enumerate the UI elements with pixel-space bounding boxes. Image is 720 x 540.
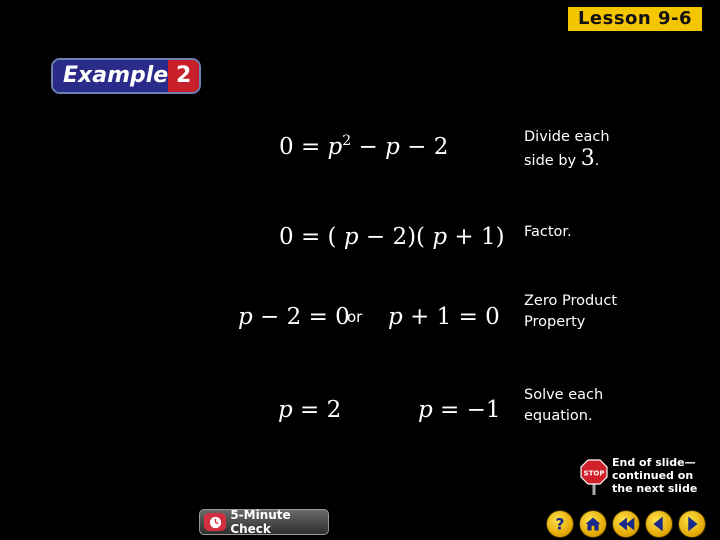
- five-minute-check-button[interactable]: [199, 509, 329, 535]
- equation-step-1: $0 = p^2 - p - 2$: [279, 133, 449, 160]
- clock-icon: [204, 513, 226, 531]
- svg-text:?: ?: [555, 514, 565, 534]
- stop-sign-icon: [580, 459, 608, 495]
- equation-step-3-right: p + 1 = 0: [388, 304, 500, 330]
- step-4-note: Solve each equation.: [524, 387, 604, 424]
- step-1-note: Divide each side by 3.: [524, 129, 610, 171]
- example-number: 2: [168, 60, 199, 92]
- previous-slide-icon: [646, 511, 672, 537]
- example-word: Example: [53, 60, 168, 92]
- main-menu-button[interactable]: [579, 510, 607, 538]
- first-slide-button[interactable]: [612, 510, 640, 538]
- previous-slide-button[interactable]: [645, 510, 673, 538]
- step-3-note: Zero Product Property: [524, 293, 618, 330]
- or-label: or: [347, 308, 363, 326]
- equation-step-2: 0 = ( p − 2)( p + 1): [279, 224, 505, 250]
- lesson-label: Lesson 9-6: [568, 7, 702, 31]
- next-slide-button[interactable]: [678, 510, 706, 538]
- first-slide-icon: [613, 511, 639, 537]
- five-minute-check-label: 5-Minute Check: [230, 508, 291, 536]
- help-button[interactable]: [546, 510, 574, 538]
- solution-left: p = 2: [278, 397, 342, 423]
- step-2-note: Factor.: [524, 224, 572, 240]
- example-badge: [51, 58, 201, 94]
- help-icon: [547, 511, 573, 537]
- main-menu-icon: [580, 511, 606, 537]
- svg-text:STOP: STOP: [583, 469, 605, 478]
- next-slide-icon: [679, 511, 705, 537]
- end-of-slide-note: End of slide— continued on the next slide: [612, 456, 698, 495]
- solution-right: p = −1: [418, 397, 501, 423]
- equation-step-3-left: p − 2 = 0: [238, 304, 350, 330]
